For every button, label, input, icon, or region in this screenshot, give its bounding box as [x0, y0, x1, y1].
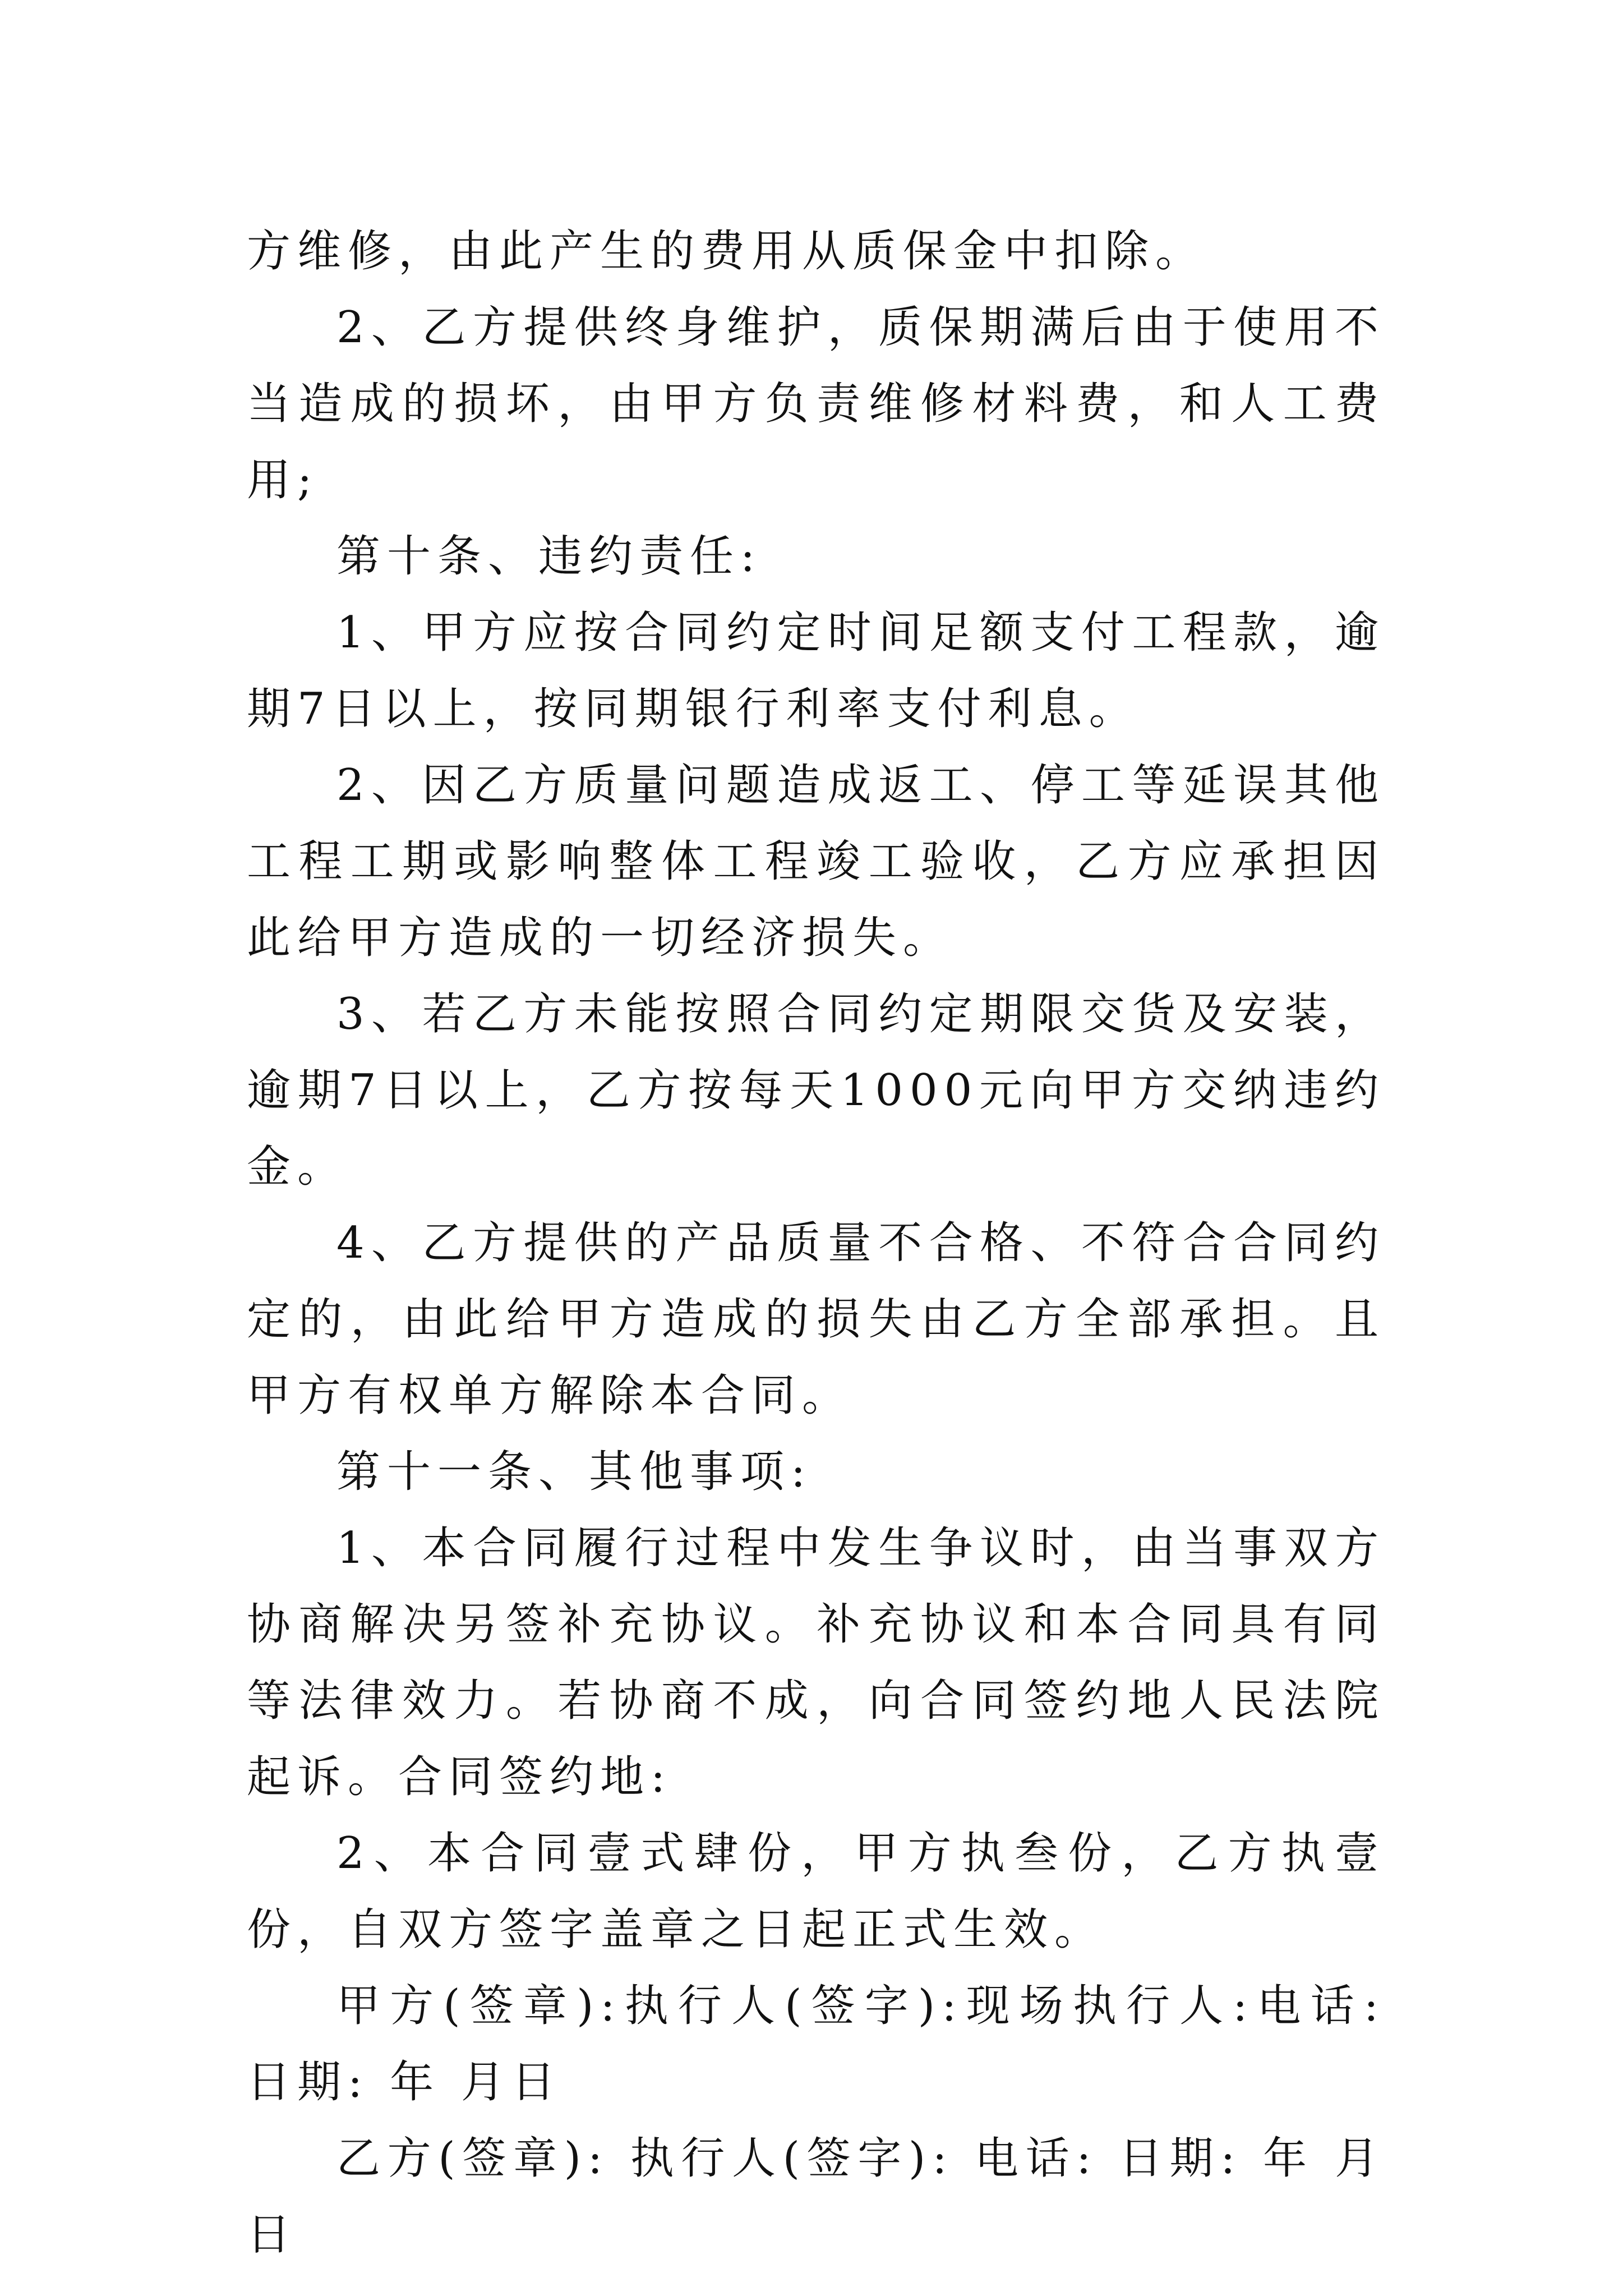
paragraph-continuation: 方维修，由此产生的费用从质保金中扣除。	[247, 226, 1206, 277]
party-b-signature-line: 乙方(签章): 执行人(签字): 电话: 日期: 年 月日	[247, 2133, 1385, 2260]
article-10-item-3: 3、若乙方未能按照合同约定期限交货及安装，逾期7日以上，乙方按每天1000元向甲方交纳违约金。	[247, 989, 1385, 1192]
article-10-heading: 第十条、违约责任:	[336, 531, 762, 582]
article-10-item-1: 1、甲方应按合同约定时间足额支付工程款，逾期7日以上，按同期银行利率支付利息。	[247, 608, 1385, 734]
paragraph-maintenance-clause: 2、乙方提供终身维护，质保期满后由于使用不当造成的损坏，由甲方负责维修材料费，和人工费用;	[247, 302, 1385, 505]
article-11-item-1: 1、本合同履行过程中发生争议时，由当事双方协商解决另签补充协议。补充协议和本合同具有同等法律效力。若协商不成，向合同签约地人民法院起诉。合同签约地:	[247, 1523, 1385, 1802]
article-10-item-2: 2、因乙方质量问题造成返工、停工等延误其他工程工期或影响整体工程竣工验收，乙方应承担因此给甲方造成的一切经济损失。	[247, 760, 1385, 963]
party-a-signature-line: 甲方(签章):执行人(签字):现场执行人:电话: 日期: 年 月日	[247, 1981, 1385, 2108]
article-10-item-4: 4、乙方提供的产品质量不合格、不符合合同约定的，由此给甲方造成的损失由乙方全部承担。且甲方有权单方解除本合同。	[247, 1218, 1385, 1421]
article-11-item-2: 2、本合同壹式肆份，甲方执叁份，乙方执壹份，自双方签字盖章之日起正式生效。	[247, 1828, 1385, 1955]
article-11-heading: 第十一条、其他事项:	[336, 1447, 813, 1497]
document-body	[247, 213, 1385, 2273]
